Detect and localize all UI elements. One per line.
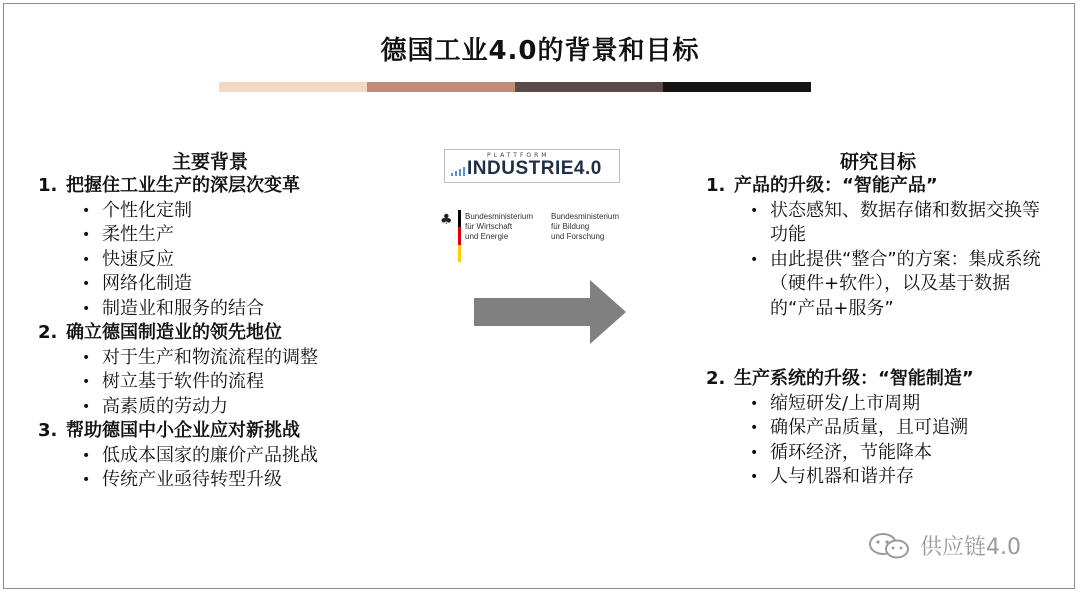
- ministry-logos: [440, 210, 630, 262]
- bullet-icon: •: [82, 202, 91, 219]
- ministry-line: für Wirtschaft: [465, 222, 513, 231]
- bullet-item: [38, 297, 438, 322]
- bullet-text: 循环经济，节能降本: [770, 441, 932, 463]
- color-segment: [219, 82, 367, 92]
- bullet-icon: •: [82, 276, 91, 292]
- bullet-item: [706, 441, 1046, 466]
- color-segment: [663, 82, 811, 92]
- bullet-text: 高素质的劳动力: [102, 395, 228, 417]
- bullet-icon: •: [750, 202, 759, 219]
- bullet-item: [706, 416, 1046, 441]
- bullet-text: 低成本国家的廉价产品挑战: [102, 444, 318, 466]
- ministry-line: und Energie: [465, 232, 509, 241]
- watermark-text: 供应链4.0: [920, 535, 1021, 560]
- ministry-line: Bundesministerium: [465, 212, 534, 221]
- bullet-item: [706, 248, 1046, 322]
- wechat-icon: [866, 532, 914, 560]
- bullet-text: 网络化制造: [102, 273, 192, 294]
- item-number: 3.: [38, 420, 58, 441]
- numbered-item: [706, 367, 1046, 392]
- bullet-icon: •: [82, 398, 91, 415]
- numbered-item: [38, 174, 438, 199]
- watermark: [866, 530, 1021, 561]
- slide-title: 德国工业4.0的背景和目标: [380, 36, 700, 66]
- bullet-item: [38, 395, 438, 420]
- bullet-item: [38, 468, 438, 493]
- bullet-item: [38, 272, 438, 297]
- bullet-text: 对于生产和物流流程的调整: [102, 346, 318, 368]
- bullet-text: 人与机器和谐并存: [770, 466, 914, 487]
- ministry-line: Bundesministerium: [551, 212, 620, 221]
- numbered-item: [706, 174, 1046, 199]
- bullet-text: 状态感知、数据存储和数据交换等功能: [770, 199, 1040, 245]
- item-number: 2.: [706, 368, 726, 389]
- bullet-item: [38, 223, 438, 248]
- bullet-icon: •: [82, 227, 91, 243]
- left-heading: 主要背景: [171, 151, 248, 173]
- goals-list: [706, 174, 1046, 490]
- right-arrow-icon: [474, 280, 626, 344]
- bullet-icon: •: [82, 472, 91, 488]
- bullet-item: [38, 370, 438, 395]
- industrie40-logo: [444, 149, 620, 183]
- item-number: 1.: [706, 175, 726, 196]
- bullet-icon: •: [750, 251, 759, 268]
- bullet-text: 缩短研发/上市周期: [770, 392, 921, 414]
- bullet-item: [38, 248, 438, 273]
- right-heading: 研究目标: [839, 151, 916, 173]
- item-number: 1.: [38, 175, 58, 196]
- bullet-text: 传统产业亟待转型升级: [102, 469, 282, 490]
- bullet-item: [706, 392, 1046, 417]
- logo-bars-icon: [451, 167, 465, 176]
- ministry-education: [551, 212, 619, 242]
- numbered-item: [38, 321, 438, 346]
- item-label: 帮助德国中小企业应对新挑战: [66, 420, 300, 441]
- bullet-text: 确保产品质量，且可追溯: [770, 417, 968, 438]
- bullet-icon: •: [82, 349, 91, 366]
- logo-small-text: PLATTFORM: [487, 152, 550, 159]
- bullet-item: [38, 199, 438, 224]
- german-flag-icon: [458, 210, 461, 262]
- ministry-line: für Bildung: [551, 222, 590, 231]
- bullet-item: [706, 199, 1046, 248]
- bullet-icon: •: [82, 251, 91, 268]
- bullet-icon: •: [82, 447, 91, 464]
- numbered-item: [38, 419, 438, 444]
- bullet-text: 柔性生产: [102, 224, 174, 245]
- bullet-text: 由此提供“整合”的方案：集成系统（硬件+软件），以及基于数据的“产品+服务”: [770, 248, 1041, 319]
- ministry-economy: [465, 212, 533, 242]
- item-number: 2.: [38, 322, 58, 343]
- bullet-item: [706, 465, 1046, 490]
- ministry-line: und Forschung: [551, 232, 605, 241]
- eagle-icon: ♣: [440, 212, 453, 228]
- bullet-icon: •: [750, 395, 759, 412]
- bullet-text: 个性化定制: [102, 199, 192, 221]
- bullet-text: 制造业和服务的结合: [102, 297, 264, 319]
- bullet-icon: •: [750, 444, 759, 461]
- bullet-icon: •: [82, 374, 91, 390]
- flag-stripe: [458, 210, 461, 227]
- item-label: 产品的升级：“智能产品”: [734, 175, 938, 196]
- bullet-icon: •: [750, 469, 759, 485]
- decorative-color-bar: [219, 82, 811, 92]
- item-label: 生产系统的升级：“智能制造”: [734, 368, 974, 389]
- item-label: 把握住工业生产的深层次变革: [66, 175, 300, 196]
- logo-main-text: INDUSTRIE4.0: [467, 158, 602, 179]
- flag-stripe: [458, 227, 461, 244]
- bullet-item: [38, 346, 438, 371]
- color-segment: [515, 82, 663, 92]
- bullet-text: 树立基于软件的流程: [102, 371, 264, 392]
- bullet-icon: •: [750, 420, 759, 436]
- background-list: [38, 174, 438, 493]
- flag-stripe: [458, 245, 461, 262]
- bullet-icon: •: [82, 300, 91, 317]
- list-spacer: [706, 321, 1046, 367]
- bullet-text: 快速反应: [102, 248, 174, 270]
- color-segment: [367, 82, 515, 92]
- item-label: 确立德国制造业的领先地位: [66, 322, 282, 343]
- bullet-item: [38, 444, 438, 469]
